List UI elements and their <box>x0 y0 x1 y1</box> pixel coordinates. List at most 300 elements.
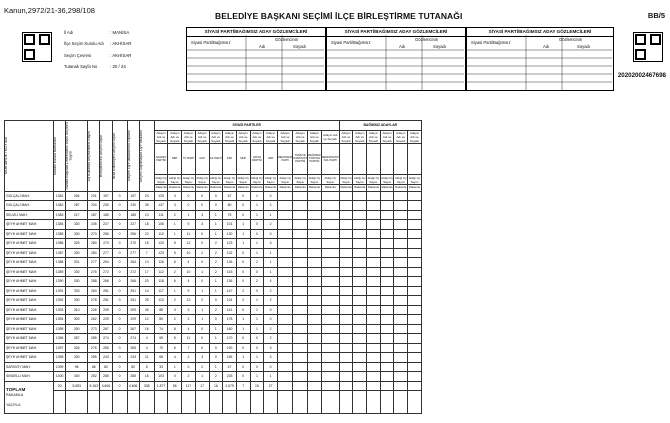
value-cell: 2 <box>209 372 223 382</box>
value-cell: 80 <box>127 362 139 372</box>
value-cell: 126 <box>223 258 237 268</box>
value-cell: 1 <box>250 296 264 306</box>
value-cell: 10 <box>182 267 196 277</box>
value-cell: 1393 <box>54 305 66 315</box>
value-cell: 4 <box>182 258 196 268</box>
value-cell <box>353 324 367 334</box>
value-cell <box>380 353 394 363</box>
vote-words-label: Rakamla <box>340 185 352 189</box>
value-cell: 101 <box>223 220 237 230</box>
column-header <box>127 121 139 192</box>
place-name-cell: ŞEYH AHMET MAH. <box>5 220 54 230</box>
value-cell <box>367 191 381 201</box>
place-name-cell: SARIGÖY MAH. <box>5 362 54 372</box>
value-cell <box>380 277 394 287</box>
value-cell: 12 <box>182 296 196 306</box>
value-cell: 1399 <box>54 362 66 372</box>
vote-count-label: Aldığı Oy Sayısı <box>353 176 366 184</box>
value-cell: 2 <box>264 220 278 230</box>
value-cell <box>408 201 422 211</box>
value-cell: 243 <box>100 353 112 363</box>
value-cell <box>408 229 422 239</box>
value-cell <box>380 239 394 249</box>
value-cell <box>380 191 394 201</box>
info-block <box>64 31 164 71</box>
value-cell <box>408 343 422 353</box>
total-value-cell <box>182 381 196 390</box>
value-cell <box>380 210 394 220</box>
total-words-cell <box>380 390 394 413</box>
value-cell: 2 <box>209 305 223 315</box>
total-value: 27 <box>268 383 273 388</box>
value-cell: 0 <box>250 343 264 353</box>
value-cell: 330 <box>66 277 88 287</box>
value-cell: 1387 <box>54 248 66 258</box>
value-cell <box>394 277 408 287</box>
value-cell <box>394 334 408 344</box>
value-cell: 0 <box>250 286 264 296</box>
vote-words-label: Rakamla <box>182 185 194 189</box>
value-cell: 22 <box>139 229 154 239</box>
value-cell: 201 <box>88 191 100 201</box>
candidate-name-cell: Adayın Adı ve Soyadı <box>195 130 209 143</box>
value-cell: 331 <box>66 258 88 268</box>
value-cell <box>277 286 292 296</box>
vote-count-label: Aldığı Oy Sayısı <box>340 176 352 184</box>
value-cell <box>339 343 353 353</box>
value-cell: 8 <box>168 324 182 334</box>
value-cell: 6 <box>168 258 182 268</box>
value-cell: 1 <box>195 286 209 296</box>
column-header-label: Birleştirilecek Geçerli Oylar <box>99 134 104 177</box>
value-cell: 4 <box>264 277 278 287</box>
value-cell <box>353 315 367 325</box>
value-cell: 3 <box>195 353 209 363</box>
candidate-name-cell: Adayın Adı ve Soyadı <box>209 130 223 143</box>
value-cell: 1 <box>264 258 278 268</box>
value-cell: 190 <box>223 343 237 353</box>
value-cell: 12 <box>182 239 196 249</box>
value-cell: 0 <box>195 201 209 211</box>
value-cell <box>321 372 339 382</box>
value-cell: 0 <box>112 362 127 372</box>
total-value-cell <box>223 381 237 390</box>
party-name-cell <box>408 143 422 174</box>
vote-count-label: Aldığı Oy Sayısı <box>294 176 306 184</box>
value-cell: 0 <box>250 267 264 277</box>
value-cell <box>367 353 381 363</box>
candidate-name-cell: Adayın Adı ve Soyadı <box>353 130 367 143</box>
value-cell: 33 <box>154 362 168 372</box>
value-cell: 1 <box>195 267 209 277</box>
value-cell <box>380 372 394 382</box>
vote-count-label: Aldığı Oy Sayısı <box>182 176 195 184</box>
info-label: Tutanak Sayfa No <box>64 64 98 69</box>
table-row <box>5 343 422 353</box>
value-cell: 0 <box>236 258 250 268</box>
vote-count-label: Aldığı Oy Sayısı <box>408 176 421 184</box>
value-cell: 0 <box>168 372 182 382</box>
value-cell <box>394 267 408 277</box>
total-value-cell <box>308 381 322 390</box>
value-cell <box>339 362 353 372</box>
total-words-cell <box>394 390 408 413</box>
observer-name-label: Adı <box>543 44 550 49</box>
value-cell <box>339 277 353 287</box>
qr-code-right-icon <box>633 32 663 62</box>
vote-words-label: Rakamla <box>395 185 407 189</box>
value-cell <box>321 201 339 211</box>
place-name-cell: ŞEYH AHMET MAH. <box>5 305 54 315</box>
party-name-cell <box>353 143 367 174</box>
value-cell <box>293 315 308 325</box>
place-name-cell: ŞEYH AHMET MAH. <box>5 296 54 306</box>
value-cell <box>408 305 422 315</box>
value-cell <box>293 201 308 211</box>
total-value-cell <box>321 381 339 390</box>
value-cell <box>293 305 308 315</box>
value-cell <box>408 267 422 277</box>
info-label: Seçim Çevresi <box>64 53 91 58</box>
total-value: 338 <box>143 383 150 388</box>
value-cell: 285 <box>100 372 112 382</box>
observer-label: Gözlemcinin <box>275 37 299 42</box>
value-cell: 272 <box>100 267 112 277</box>
value-cell: 111 <box>154 210 168 220</box>
value-cell: 25 <box>139 296 154 306</box>
value-cell: 1381 <box>54 191 66 201</box>
independents-section-title: BAĞIMSIZ ADAYLAR <box>339 121 421 131</box>
value-cell: 3 <box>264 353 278 363</box>
table-row <box>5 315 422 325</box>
value-cell: 14 <box>139 286 154 296</box>
value-cell: 1 <box>250 210 264 220</box>
value-cell <box>408 296 422 306</box>
value-cell <box>367 220 381 230</box>
value-cell <box>339 296 353 306</box>
value-cell <box>394 191 408 201</box>
value-cell: 0 <box>182 201 196 211</box>
total-words-cell <box>408 390 422 413</box>
value-cell: 12 <box>139 315 154 325</box>
value-cell: 2 <box>182 372 196 382</box>
value-cell: 1 <box>264 210 278 220</box>
value-cell <box>408 315 422 325</box>
total-value: 2.679 <box>225 383 234 388</box>
value-cell: 74 <box>154 324 168 334</box>
value-cell <box>339 315 353 325</box>
place-name-cell: SINDELLİ MAH. <box>5 372 54 382</box>
value-cell: 330 <box>66 296 88 306</box>
value-cell <box>408 324 422 334</box>
observer-party-label: Siyasi Parti/Bağımsız <box>471 40 511 45</box>
total-words-cell <box>168 390 182 413</box>
table-row <box>5 277 422 287</box>
value-cell <box>293 248 308 258</box>
value-cell: 4 <box>182 324 196 334</box>
value-cell: 330 <box>66 267 88 277</box>
value-cell: 234 <box>88 201 100 211</box>
value-cell <box>394 362 408 372</box>
value-cell: 2 <box>182 353 196 363</box>
value-cell <box>277 210 292 220</box>
value-cell: 7 <box>182 343 196 353</box>
value-cell <box>277 239 292 249</box>
value-cell: 1388 <box>54 258 66 268</box>
value-cell <box>353 343 367 353</box>
total-value-cell <box>195 381 209 390</box>
candidate-name-cell: Adayın Adı ve Soyadı <box>250 130 264 143</box>
value-cell <box>353 286 367 296</box>
total-value-cell <box>154 381 168 390</box>
total-value-cell <box>88 381 100 390</box>
totals-numeric-text: RAKAMLA <box>6 393 24 397</box>
value-cell <box>353 239 367 249</box>
vote-words-label: Rakamla <box>322 184 339 189</box>
value-cell: 325 <box>66 239 88 249</box>
value-cell <box>367 277 381 287</box>
value-cell <box>367 296 381 306</box>
value-cell: 1 <box>168 286 182 296</box>
value-cell: 267 <box>127 324 139 334</box>
total-words-cell <box>223 390 237 413</box>
value-cell: 2 <box>250 258 264 268</box>
value-cell <box>321 362 339 372</box>
value-cell <box>408 191 422 201</box>
value-cell: 6 <box>168 277 182 287</box>
value-cell: 185 <box>100 210 112 220</box>
value-cell: 0 <box>195 343 209 353</box>
value-cell <box>394 201 408 211</box>
value-cell: 1 <box>250 324 264 334</box>
column-header-label: Sandık Kurulu Numarası <box>53 136 57 175</box>
observer-name-label: Adı <box>259 44 266 49</box>
value-cell: 125 <box>154 191 168 201</box>
parties-section-title: SİYASİ PARTİLER <box>154 121 339 131</box>
value-cell: 0 <box>195 277 209 287</box>
value-cell: 1 <box>236 239 250 249</box>
value-cell: 227 <box>100 220 112 230</box>
value-cell: 273 <box>88 324 100 334</box>
vote-count-label: Aldığı Oy Sayısı <box>251 176 263 184</box>
value-cell: 147 <box>223 286 237 296</box>
value-cell: 18 <box>139 220 154 230</box>
value-cell <box>367 343 381 353</box>
total-value-cell <box>236 381 250 390</box>
value-cell <box>367 315 381 325</box>
total-words-cell <box>367 390 381 413</box>
vote-count-label: Aldığı Oy Sayısı <box>264 176 277 184</box>
value-cell <box>380 324 394 334</box>
value-cell: 88 <box>154 305 168 315</box>
value-cell: 226 <box>88 305 100 315</box>
value-cell <box>394 258 408 268</box>
value-cell: 0 <box>250 229 264 239</box>
value-cell <box>353 372 367 382</box>
value-cell <box>367 362 381 372</box>
place-header-label: MUHTARLIK / KÖY ADI <box>4 137 8 175</box>
place-name-cell: ŞEYH AHMET MAH. <box>5 258 54 268</box>
total-value-cell <box>367 381 381 390</box>
value-cell: 0 <box>112 353 127 363</box>
info-value: : MANİSA <box>110 30 130 35</box>
value-cell <box>321 353 339 363</box>
value-cell: 117 <box>154 286 168 296</box>
value-cell <box>339 248 353 258</box>
value-cell <box>293 334 308 344</box>
party-name-cell: İYİ PARTİ <box>182 143 196 174</box>
page-code: BB/5 <box>647 11 665 20</box>
value-cell: 1 <box>209 277 223 287</box>
candidate-name-cell: Adayın Adı ve Soyadı <box>293 130 308 143</box>
value-cell <box>394 372 408 382</box>
value-cell: 2 <box>209 248 223 258</box>
value-cell: 264 <box>127 258 139 268</box>
value-cell <box>367 324 381 334</box>
value-cell <box>367 239 381 249</box>
value-cell: 11 <box>182 334 196 344</box>
value-cell: 10 <box>182 248 196 258</box>
value-cell <box>394 296 408 306</box>
total-value-cell <box>293 381 308 390</box>
value-cell: 0 <box>209 315 223 325</box>
column-header <box>54 121 66 192</box>
party-name-cell <box>367 143 381 174</box>
value-cell <box>408 239 422 249</box>
value-cell: 116 <box>154 258 168 268</box>
value-cell: 1 <box>209 286 223 296</box>
vote-words-label: Rakamla <box>294 185 306 189</box>
value-cell: 326 <box>66 343 88 353</box>
observer-box-title: SİYASİ PARTİ/BAĞIMSIZ ADAY GÖZLEMCİLERİ <box>327 28 465 37</box>
value-cell: 274 <box>100 334 112 344</box>
total-value-cell <box>112 381 127 390</box>
value-cell: 277 <box>88 258 100 268</box>
value-cell <box>277 334 292 344</box>
value-cell: 276 <box>88 343 100 353</box>
value-cell: 0 <box>112 277 127 287</box>
value-cell: 1392 <box>54 296 66 306</box>
value-cell: 4 <box>168 353 182 363</box>
value-cell: 1 <box>236 220 250 230</box>
value-cell <box>277 258 292 268</box>
value-cell <box>277 267 292 277</box>
value-cell: 230 <box>127 201 139 211</box>
value-cell <box>308 362 322 372</box>
vote-count-label: Aldığı Oy Sayısı <box>196 176 208 184</box>
value-cell <box>321 343 339 353</box>
candidate-name-cell: Adayın Adı ve Soyadı <box>367 130 381 143</box>
value-cell <box>321 220 339 230</box>
value-cell <box>408 258 422 268</box>
value-cell: 229 <box>127 315 139 325</box>
value-cell: 300 <box>66 315 88 325</box>
value-cell: 0 <box>182 362 196 372</box>
value-cell <box>394 324 408 334</box>
total-value-cell <box>250 381 264 390</box>
column-header <box>139 121 154 192</box>
table-row <box>5 362 422 372</box>
value-cell: 274 <box>127 334 139 344</box>
value-cell: 4 <box>139 334 154 344</box>
vote-count-label: Aldığı Oy Sayısı <box>237 176 249 184</box>
value-cell: 7 <box>139 248 154 258</box>
value-cell: 260 <box>88 286 100 296</box>
serial-number: 20202002467698 <box>617 72 666 79</box>
value-cell: 1395 <box>54 324 66 334</box>
place-name-cell: ŞEYH AHMET MAH. <box>5 315 54 325</box>
total-words-cell <box>195 390 209 413</box>
value-cell: 0 <box>112 305 127 315</box>
value-cell <box>308 258 322 268</box>
value-cell <box>339 210 353 220</box>
value-cell: 0 <box>236 201 250 211</box>
value-cell <box>353 362 367 372</box>
value-cell <box>353 191 367 201</box>
value-cell: 16 <box>139 372 154 382</box>
value-cell: 5 <box>168 239 182 249</box>
value-cell: 187 <box>88 210 100 220</box>
value-cell: 35 <box>139 201 154 211</box>
total-words-cell <box>339 390 353 413</box>
value-cell: 80 <box>100 362 112 372</box>
value-cell <box>380 334 394 344</box>
column-header <box>112 121 127 192</box>
value-cell: 160 <box>223 324 237 334</box>
value-cell: 0 <box>236 267 250 277</box>
party-name-cell: TÜRKİYE KOMÜNİST PARTİSİ <box>293 143 308 174</box>
value-cell: 0 <box>112 267 127 277</box>
value-cell: 0 <box>195 191 209 201</box>
vote-label-cell <box>154 174 168 191</box>
value-cell: 287 <box>66 201 88 211</box>
value-cell: 59 <box>154 334 168 344</box>
candidate-name-cell: Adayın Adı ve Soyadı <box>380 130 394 143</box>
value-cell: 1 <box>236 229 250 239</box>
value-cell <box>367 229 381 239</box>
value-cell <box>308 324 322 334</box>
vote-words-label: Rakamla <box>237 185 249 189</box>
value-cell: 70 <box>154 343 168 353</box>
observer-party-label: Siyasi Parti/Bağımsız <box>191 40 231 45</box>
value-cell: 165 <box>223 353 237 363</box>
total-words-cell <box>250 390 264 413</box>
observer-label: Gözlemcinin <box>415 37 439 42</box>
value-cell: 1389 <box>54 267 66 277</box>
vote-label-cell <box>250 174 264 191</box>
value-cell: 2 <box>264 324 278 334</box>
qr-code-left-icon <box>22 32 52 62</box>
vote-label-cell <box>223 174 237 191</box>
value-cell <box>321 191 339 201</box>
value-cell <box>394 220 408 230</box>
total-words-cell <box>139 390 154 413</box>
place-name-cell: ŞEYH AHMET MAH. <box>5 248 54 258</box>
value-cell: 2 <box>209 258 223 268</box>
value-cell: 0 <box>209 353 223 363</box>
value-cell: 26 <box>139 305 154 315</box>
table-row <box>5 353 422 363</box>
value-cell <box>293 229 308 239</box>
vote-words-label: Rakamla <box>265 185 277 189</box>
value-cell: 1 <box>209 229 223 239</box>
candidate-name-cell: Adayın Adı ve Soyadı <box>394 130 408 143</box>
vote-label-cell <box>168 174 182 191</box>
table-row <box>5 372 422 382</box>
value-cell: 11 <box>139 353 154 363</box>
value-cell: 1 <box>250 353 264 363</box>
value-cell <box>339 286 353 296</box>
